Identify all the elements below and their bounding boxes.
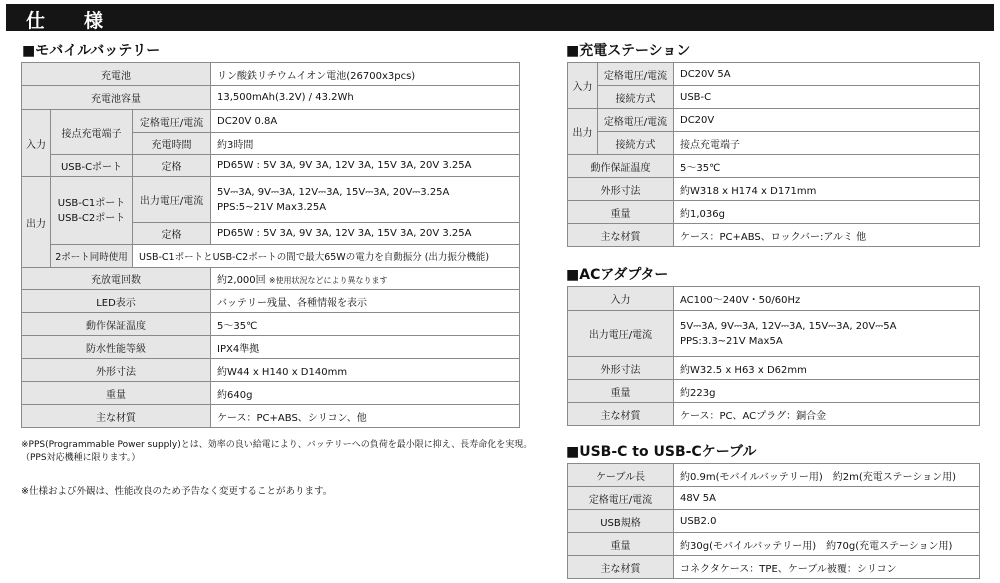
station-material-value: ケース：PC+ABS、ロックバー:アルミ 他	[674, 224, 980, 247]
capacity-label: 充電池容量	[22, 86, 211, 110]
table-row	[22, 86, 520, 110]
station-temp-value: 5～35℃	[674, 155, 980, 178]
table-row	[568, 533, 980, 556]
weight-value: 約640g	[211, 382, 520, 405]
rating-label: 定格	[133, 155, 211, 177]
charge-time-label: 充電時間	[133, 133, 211, 155]
mobile-battery-title: ■モバイルバッテリー	[22, 43, 161, 59]
cable-weight-value: 約30g(モバイルバッテリー用) 約70g(充電ステーション用)	[674, 533, 980, 556]
cycles-count: 約2,000回	[217, 275, 266, 286]
dimensions-label: 外形寸法	[22, 359, 211, 382]
station-out-rated-label: 定格電圧/電流	[598, 109, 674, 132]
pps-note-line2: （PPS対応機種に限ります。）	[21, 453, 141, 463]
station-in-conn-label: 接続方式	[598, 86, 674, 109]
output-vi-value	[211, 177, 520, 223]
table-row	[568, 464, 980, 487]
banner-title: 仕 様	[26, 10, 114, 32]
table-row	[22, 359, 520, 382]
station-in-rated-value: DC20V 5A	[674, 63, 980, 86]
material-label: 主な材質	[22, 405, 211, 428]
usbc1-label: USB-C1ポート	[57, 197, 126, 209]
cable-length-value: 約0.9m(モバイルバッテリー用) 約2m(充電ステーション用)	[674, 464, 980, 487]
cable-table	[567, 463, 980, 579]
change-note: ※仕様および外観は、性能改良のため予告なく変更することがあります。	[21, 486, 333, 497]
dual-port-value: USB-C1ポートとUSB-C2ポートの間で最大65Wの電力を自動振分 (出力振分機能)	[133, 245, 520, 268]
led-label: LED表示	[22, 290, 211, 313]
rated-label: 定格電圧/電流	[133, 110, 211, 133]
cable-rated-value: 48V 5A	[674, 487, 980, 510]
table-row	[568, 155, 980, 178]
station-dim-value: 約W318 x H174 x D171mm	[674, 178, 980, 201]
adapter-output-label: 出力電圧/電流	[568, 311, 674, 357]
station-out-rated-value: DC20V	[674, 109, 980, 132]
cable-rated-label: 定格電圧/電流	[568, 487, 674, 510]
led-value: バッテリー残量、各種情報を表示	[211, 290, 520, 313]
table-row	[568, 311, 980, 357]
table-row	[568, 201, 980, 224]
water-label: 防水性能等級	[22, 336, 211, 359]
table-row	[568, 132, 980, 155]
adapter-material-label: 主な材質	[568, 403, 674, 426]
rating2-value: PD65W : 5V 3A, 9V 3A, 12V 3A, 15V 3A, 20V 3.25A	[211, 223, 520, 245]
station-in-conn-value: USB-C	[674, 86, 980, 109]
input-group-label: 入力	[22, 110, 51, 177]
cable-std-value: USB2.0	[674, 510, 980, 533]
table-row	[22, 110, 520, 133]
table-row	[22, 336, 520, 359]
cable-length-label: ケーブル長	[568, 464, 674, 487]
adapter-weight-label: 重量	[568, 380, 674, 403]
station-weight-label: 重量	[568, 201, 674, 224]
cable-weight-label: 重量	[568, 533, 674, 556]
charge-time-value: 約3時間	[211, 133, 520, 155]
contact-terminal-label: 接点充電端子	[51, 110, 133, 155]
table-row	[22, 382, 520, 405]
cable-material-label: 主な材質	[568, 556, 674, 579]
cable-title: ■USB-C to USB-Cケーブル	[566, 444, 757, 460]
table-row	[568, 63, 980, 86]
material-value: ケース：PC+ABS、シリコン、他	[211, 405, 520, 428]
spec-banner	[6, 4, 994, 31]
station-dim-label: 外形寸法	[568, 178, 674, 201]
cycles-value	[211, 268, 520, 290]
adapter-dim-label: 外形寸法	[568, 357, 674, 380]
cell-label: 充電池	[22, 63, 211, 86]
charging-station-title: ■充電ステーション	[566, 43, 691, 59]
station-out-conn-value: 接点充電端子	[674, 132, 980, 155]
adapter-weight-value: 約223g	[674, 380, 980, 403]
table-row	[568, 556, 980, 579]
table-row	[22, 268, 520, 290]
rating2-label: 定格	[133, 223, 211, 245]
water-value: IPX4準拠	[211, 336, 520, 359]
pps-note	[21, 439, 532, 465]
mobile-battery-table	[21, 62, 520, 428]
table-row	[22, 245, 520, 268]
adapter-input-label: 入力	[568, 287, 674, 311]
table-row	[568, 109, 980, 132]
ac-adapter-table	[567, 286, 980, 426]
adapter-output-line1: 5V⎓3A, 9V⎓3A, 12V⎓3A, 15V⎓3A, 20V⎓5A	[680, 320, 897, 332]
adapter-dim-value: 約W32.5 x H63 x D62mm	[674, 357, 980, 380]
output-vi-label: 出力電圧/電流	[133, 177, 211, 223]
table-row	[22, 155, 520, 177]
ac-adapter-title: ■ACアダプター	[566, 267, 669, 283]
station-output-label: 出力	[568, 109, 598, 155]
table-row	[568, 487, 980, 510]
station-out-conn-label: 接続方式	[598, 132, 674, 155]
station-weight-value: 約1,036g	[674, 201, 980, 224]
station-temp-label: 動作保証温度	[568, 155, 674, 178]
temp-value: 5～35℃	[211, 313, 520, 336]
charging-station-table	[567, 62, 980, 247]
table-row	[568, 86, 980, 109]
weight-label: 重量	[22, 382, 211, 405]
dimensions-value: 約W44 x H140 x D140mm	[211, 359, 520, 382]
usbc2-label: USB-C2ポート	[57, 212, 126, 224]
usbc-input-value: PD65W : 5V 3A, 9V 3A, 12V 3A, 15V 3A, 20V 3.25A	[211, 155, 520, 177]
capacity-value: 13,500mAh(3.2V) / 43.2Wh	[211, 86, 520, 110]
adapter-output-value	[674, 311, 980, 357]
station-material-label: 主な材質	[568, 224, 674, 247]
table-row	[22, 290, 520, 313]
cable-std-label: USB規格	[568, 510, 674, 533]
adapter-material-value: ケース：PC、ACプラグ：銅合金	[674, 403, 980, 426]
table-row	[568, 224, 980, 247]
table-row	[22, 405, 520, 428]
pps-note-line1: ※PPS(Programmable Power supply)とは、効率の良い給電により、バッテリーへの負荷を最小限に抑え、長寿命化を実現。	[21, 440, 533, 450]
usbc-ports-label	[51, 177, 133, 245]
table-row	[568, 403, 980, 426]
table-row	[22, 177, 520, 223]
table-row	[568, 178, 980, 201]
station-in-rated-label: 定格電圧/電流	[598, 63, 674, 86]
adapter-output-line2: PPS:3.3~21V Max5A	[680, 335, 783, 347]
adapter-input-value: AC100～240V・50/60Hz	[674, 287, 980, 311]
table-row	[22, 313, 520, 336]
cable-material-value: コネクタケース：TPE、ケーブル被覆：シリコン	[674, 556, 980, 579]
table-row	[568, 287, 980, 311]
table-row	[568, 510, 980, 533]
usbc-port-label: USB-Cポート	[51, 155, 133, 177]
cycles-label: 充放電回数	[22, 268, 211, 290]
rated-value: DC20V 0.8A	[211, 110, 520, 133]
dual-port-label: 2ポート同時使用	[51, 245, 133, 268]
cycles-note: ※使用状況などにより異なります	[268, 276, 388, 285]
station-input-label: 入力	[568, 63, 598, 109]
temp-label: 動作保証温度	[22, 313, 211, 336]
table-row	[568, 380, 980, 403]
table-row	[568, 357, 980, 380]
output-vi-line2: PPS:5~21V Max3.25A	[217, 201, 327, 213]
output-vi-line1: 5V⎓3A, 9V⎓3A, 12V⎓3A, 15V⎓3A, 20V⎓3.25A	[217, 186, 450, 198]
table-row	[22, 63, 520, 86]
cell-value: リン酸鉄リチウムイオン電池(26700x3pcs)	[211, 63, 520, 86]
output-group-label: 出力	[22, 177, 51, 268]
